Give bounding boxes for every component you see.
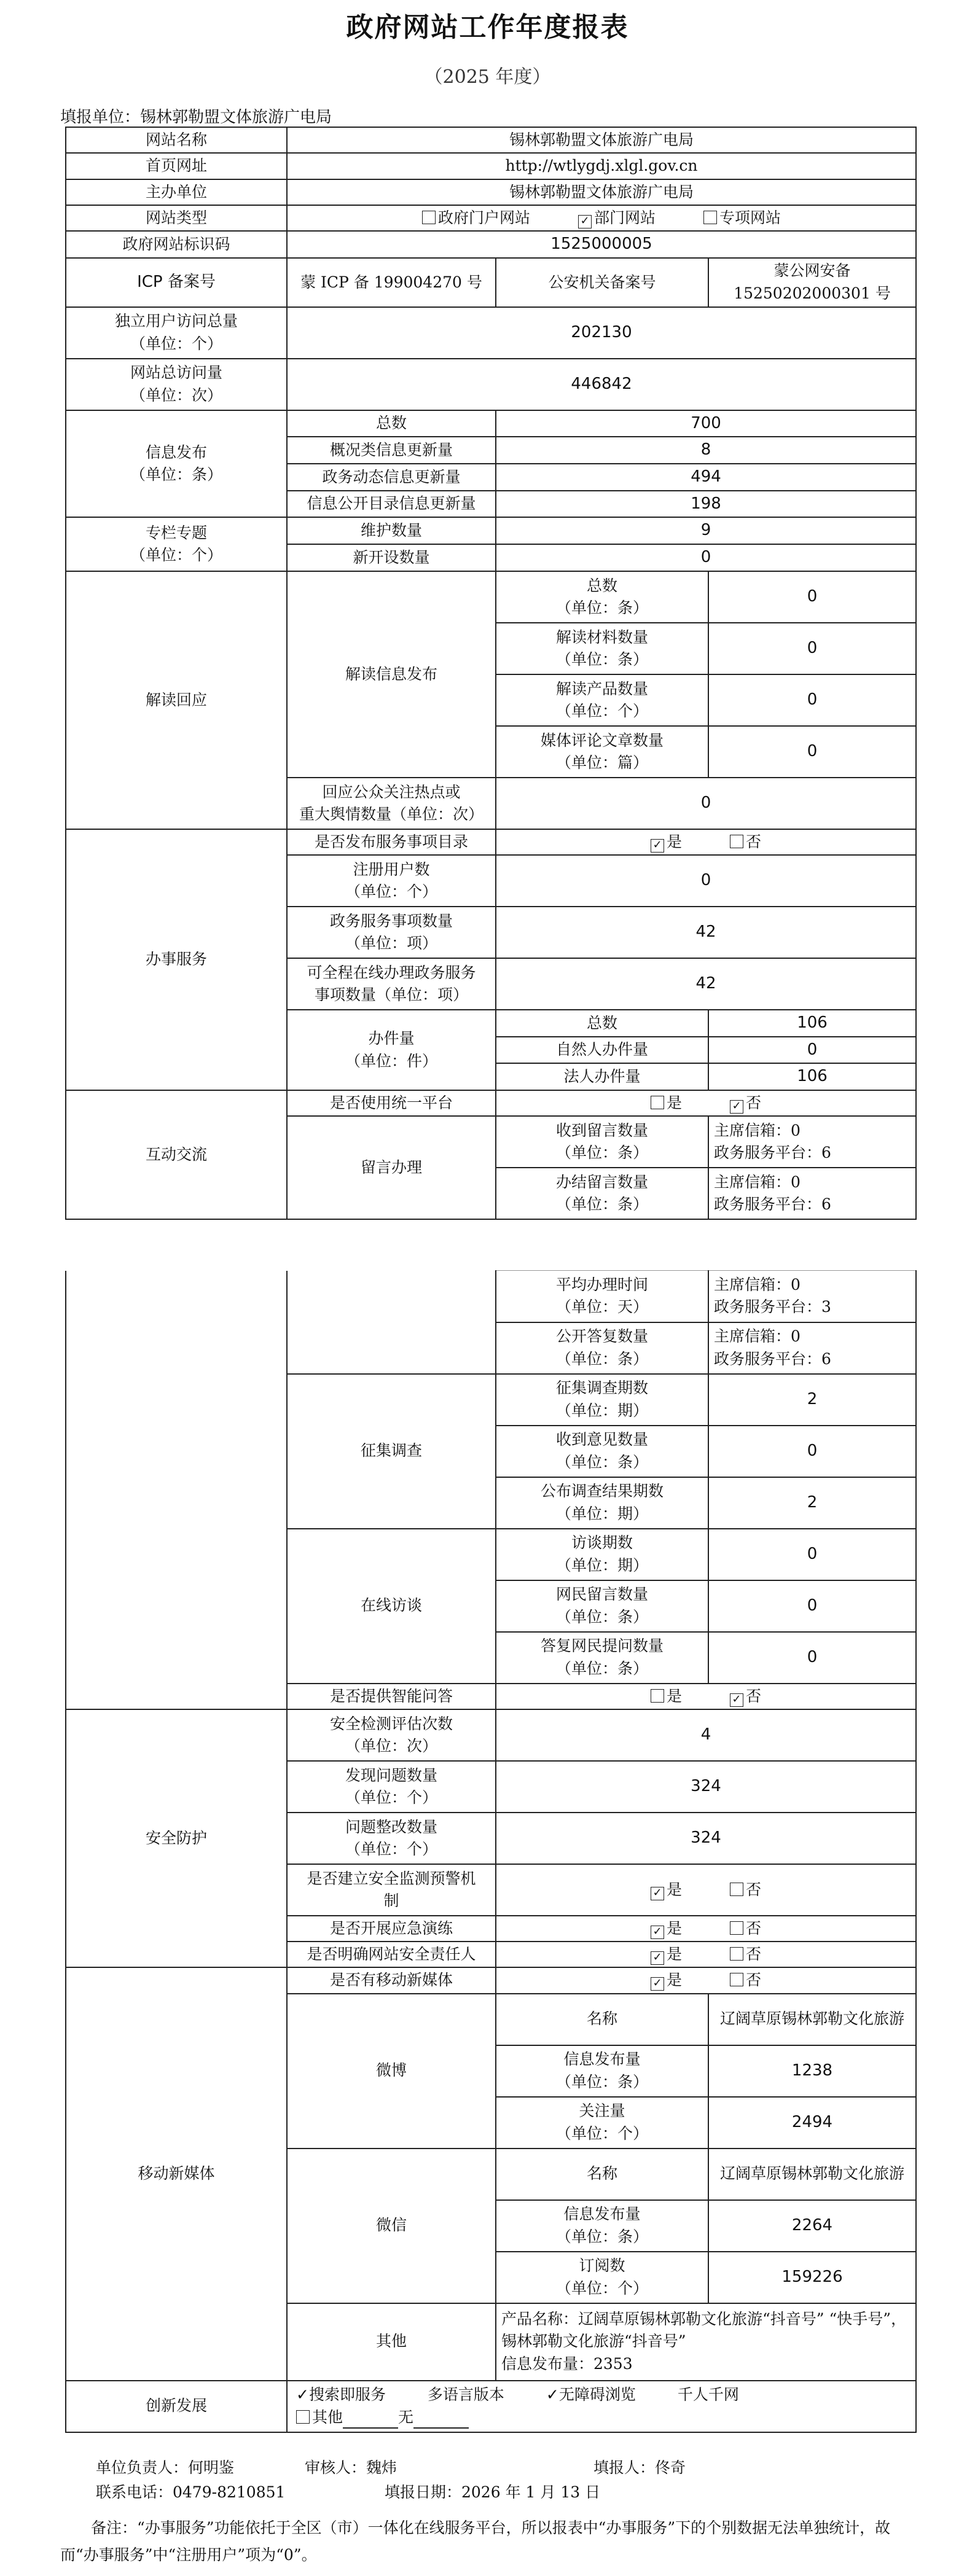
interpret-media: 0 (708, 726, 916, 778)
uv-label: 独立用户访问总量 (114, 312, 238, 330)
footer-reviewer: 审核人：魏炜 (305, 2459, 397, 2476)
column-label-cell (66, 517, 287, 571)
service-items-label-cell (287, 907, 496, 958)
drill-yes-checkbox[interactable]: ✓ (651, 1926, 664, 1939)
interact-pub-label-cell (496, 1322, 708, 1374)
service-natural-label: 自然人办件量 (496, 1037, 708, 1064)
media-yes-checkbox[interactable]: ✓ (651, 1977, 664, 1991)
host-label: 主办单位 (66, 179, 287, 205)
interpret-media-label-cell (496, 726, 708, 778)
interact-done-label: 办结留言数量 (555, 1173, 648, 1192)
interact-recv-label-cell (496, 1116, 708, 1168)
interact-done-b: 政务服务平台：6 (714, 1195, 831, 1214)
footer-signatures (96, 2456, 686, 2478)
interpret-respond-label2: 重大舆情数量（单位：次） (299, 805, 484, 823)
info-total: 700 (496, 410, 916, 437)
iv-msgs-label-cell (496, 1580, 708, 1632)
uv-label-cell (66, 307, 287, 359)
iv-periods-unit: （单位：期） (555, 1556, 648, 1574)
interact-msg-label: 留言办理 (287, 1116, 496, 1219)
wx-subs-unit: （单位：个） (555, 2279, 648, 2297)
wx-subs-label: 订阅数 (579, 2257, 625, 2275)
service-handle-label-cell (287, 1010, 496, 1090)
resp-yes-label: 是 (667, 1945, 683, 1963)
column-new: 0 (496, 544, 916, 571)
survey-opinions: 0 (708, 1426, 916, 1477)
sec-monitor-label-cell (287, 1864, 496, 1916)
interpret-total-unit: （单位：条） (555, 598, 648, 617)
innov-accessible-label: 无障碍浏览 (558, 2386, 636, 2404)
interact-avg-unit: （单位：天） (555, 1298, 648, 1316)
sec-eval-unit: （单位：次） (345, 1736, 437, 1755)
drill-no-label: 否 (745, 1919, 761, 1937)
survey-results-label-cell (496, 1477, 708, 1529)
sec-drill-label: 是否开展应急演练 (287, 1916, 496, 1942)
interact-avg-label: 平均办理时间 (555, 1276, 648, 1294)
interpret-label: 解读回应 (66, 571, 287, 829)
site-name-label: 网站名称 (66, 127, 287, 153)
info-dynamic: 494 (496, 464, 916, 491)
smart-yes-checkbox[interactable] (651, 1689, 664, 1703)
survey-periods-label: 征集调查期数 (555, 1379, 648, 1397)
survey-label: 征集调查 (287, 1374, 496, 1529)
type-options (287, 205, 916, 231)
innov-other-checkbox[interactable] (296, 2410, 310, 2424)
interact-msg-continued (287, 1271, 496, 1374)
service-items: 42 (496, 907, 916, 958)
drill-no-checkbox[interactable] (730, 1921, 743, 1935)
survey-results-label: 公布调查结果期数 (540, 1482, 664, 1501)
type-label: 网站类型 (66, 205, 287, 231)
sec-resp-options (496, 1942, 916, 1967)
interact-done-unit: （单位：条） (555, 1195, 648, 1214)
footer-contact (96, 2480, 600, 2502)
interpret-respond-label-cell (287, 778, 496, 829)
pv-unit: （单位：次） (130, 386, 222, 404)
media-no-label: 否 (745, 1971, 761, 1989)
info-open: 198 (496, 491, 916, 518)
pv-value: 446842 (287, 359, 916, 410)
interact-recv-label: 收到留言数量 (555, 1122, 648, 1140)
sec-drill-options (496, 1916, 916, 1942)
interpret-material-label: 解读材料数量 (555, 628, 648, 646)
smart-no-checkbox[interactable]: ✓ (730, 1693, 743, 1707)
catalog-yes-label: 是 (667, 832, 683, 851)
sec-found-unit: （单位：个） (345, 1788, 437, 1806)
resp-no-checkbox[interactable] (730, 1947, 743, 1961)
innov-other-blank-right (413, 2415, 469, 2429)
info-label-cell (66, 410, 287, 518)
wb-posts: 1238 (708, 2045, 916, 2097)
sec-fixed-label-cell (287, 1813, 496, 1864)
interact-avg-b: 政务服务平台：3 (714, 1298, 831, 1316)
interpret-product-label-cell (496, 674, 708, 726)
catalog-no-checkbox[interactable] (730, 835, 743, 848)
resp-yes-checkbox[interactable]: ✓ (651, 1951, 664, 1965)
report-table-part2 (65, 1270, 917, 2433)
sec-eval: 4 (496, 1709, 916, 1761)
wb-posts-label-cell (496, 2045, 708, 2097)
iv-msgs-unit: （单位：条） (555, 1607, 648, 1626)
survey-opinions-label-cell (496, 1426, 708, 1477)
interpret-media-unit: （单位：篇） (555, 753, 648, 771)
interpret-media-label: 媒体评论文章数量 (540, 731, 664, 749)
service-handle-total-label: 总数 (496, 1010, 708, 1037)
sec-found: 324 (496, 1761, 916, 1813)
interpret-total: 0 (708, 571, 916, 623)
sec-fixed-label: 问题整改数量 (345, 1817, 437, 1836)
interact-recv-unit: （单位：条） (555, 1144, 648, 1162)
service-legal-label: 法人办件量 (496, 1063, 708, 1090)
icp-value: 蒙 ICP 备 199004270 号 (287, 258, 496, 307)
interpret-product-label: 解读产品数量 (555, 679, 648, 698)
innovation-label: 创新发展 (66, 2381, 287, 2432)
interpret-material-label-cell (496, 623, 708, 674)
media-label: 移动新媒体 (66, 1967, 287, 2380)
footer-note: 备注：“办事服务”功能依托于全区（市）一体化在线服务平台，所以报表中“办事服务”下的个别数据无法单独统计，故而“办事服务”中“注册用户”项为“0”。 (60, 2519, 891, 2564)
interact-done-cell (708, 1168, 916, 1219)
media-other-count: 信息发布量：2353 (501, 2354, 633, 2373)
footer-date: 填报日期：2026 年 1 月 13 日 (385, 2483, 601, 2501)
interpret-material: 0 (708, 623, 916, 674)
interact-recv-b: 政务服务平台：6 (714, 1144, 831, 1162)
survey-results-unit: （单位：期） (555, 1504, 648, 1523)
media-other-cell (496, 2303, 916, 2381)
interact-done-a: 主席信箱：0 (714, 1173, 801, 1192)
iv-msgs: 0 (708, 1580, 916, 1632)
platform-no-checkbox[interactable]: ✓ (730, 1100, 743, 1114)
info-unit: （单位：条） (130, 466, 222, 484)
wx-posts-unit: （单位：条） (555, 2227, 648, 2246)
type-portal-label: 政府门户网站 (438, 208, 531, 227)
media-other-text: 产品名称：辽阔草原锡林郭勒文化旅游“抖音号” “快手号”，锡林郭勒文化旅游“抖音号” (501, 2310, 907, 2351)
column-label: 专栏专题 (145, 523, 207, 542)
service-label: 办事服务 (66, 829, 287, 1090)
media-yes-label: 是 (667, 1971, 683, 1989)
icp-label: ICP 备案号 (66, 258, 287, 307)
fill-unit: 填报单位：锡林郭勒盟文体旅游广电局 (60, 108, 332, 127)
uv-value: 202130 (287, 307, 916, 359)
innov-search-label: 搜索即服务 (308, 2386, 386, 2404)
interact-pub-b: 政务服务平台：6 (714, 1349, 831, 1368)
wb-fans-label-cell (496, 2097, 708, 2149)
info-open-label: 信息公开目录信息更新量 (287, 491, 496, 518)
pv-label-cell (66, 359, 287, 410)
wb-fans-unit: （单位：个） (555, 2124, 648, 2142)
service-items-label: 政务服务事项数量 (329, 911, 453, 930)
media-other-label: 其他 (287, 2303, 496, 2381)
innov-personal-label: 千人千网 (677, 2386, 739, 2404)
service-natural: 0 (708, 1037, 916, 1064)
site-name-value: 锡林郭勒盟文体旅游广电局 (287, 127, 916, 153)
service-online-label2: 事项数量（单位：项） (314, 986, 468, 1004)
resp-no-label: 否 (745, 1945, 761, 1963)
footer-filler: 填报人：佟奇 (593, 2459, 686, 2476)
smart-yes-label: 是 (667, 1687, 683, 1705)
interact-pub-cell (708, 1322, 916, 1374)
innovation-options (287, 2381, 916, 2432)
interact-pub-unit: （单位：条） (555, 1349, 648, 1368)
wb-name: 辽阔草原锡林郭勒文化旅游 (708, 1994, 916, 2045)
platform-yes-label: 是 (667, 1094, 683, 1112)
service-online-label: 可全程在线办理政务服务 (307, 963, 476, 982)
sec-fixed: 324 (496, 1813, 916, 1864)
interpret-product: 0 (708, 674, 916, 726)
service-catalog-options (496, 829, 916, 855)
sec-monitor-label: 是否建立安全监测预警机 (307, 1869, 476, 1887)
security-label: 安全防护 (66, 1709, 287, 1968)
smart-no-label: 否 (745, 1687, 761, 1705)
report-year: （2025 年度） (424, 66, 551, 88)
uv-unit: （单位：个） (130, 334, 222, 353)
service-handle-unit: （单位：件） (345, 1052, 437, 1070)
wechat-label: 微信 (287, 2149, 496, 2303)
interpret-sub-label: 解读信息发布 (287, 571, 496, 778)
wx-name-label: 名称 (496, 2149, 708, 2200)
media-has-options (496, 1967, 916, 1993)
innov-multilang-label: 多语言版本 (427, 2386, 504, 2404)
smart-label: 是否提供智能问答 (287, 1684, 496, 1709)
monitor-yes-checkbox[interactable]: ✓ (651, 1887, 664, 1900)
interact-pub-a: 主席信箱：0 (714, 1327, 801, 1346)
interact-platform-options (496, 1090, 916, 1116)
service-items-unit: （单位：项） (345, 934, 437, 953)
monitor-no-checkbox[interactable] (730, 1883, 743, 1896)
interact-avg-cell (708, 1271, 916, 1322)
wb-fans: 2494 (708, 2097, 916, 2149)
host-value: 锡林郭勒盟文体旅游广电局 (287, 179, 916, 205)
innov-accessible-check-icon: ✓ (546, 2386, 559, 2404)
type-dept-checkbox[interactable]: ✓ (578, 215, 592, 228)
wb-fans-label: 关注量 (579, 2102, 625, 2120)
interact-pub-label: 公开答复数量 (555, 1327, 648, 1346)
interact-platform-label: 是否使用统一平台 (287, 1090, 496, 1116)
interview-label: 在线访谈 (287, 1529, 496, 1684)
interact-recv-a: 主席信箱：0 (714, 1122, 801, 1140)
interact-avg-a: 主席信箱：0 (714, 1276, 801, 1294)
innov-other-value: 无 (398, 2408, 414, 2426)
interpret-respond-label: 回应公众关注热点或 (322, 783, 461, 801)
footer-leader: 单位负责人：何明鉴 (96, 2459, 235, 2476)
catalog-no-label: 否 (745, 832, 761, 851)
service-legal: 106 (708, 1063, 916, 1090)
service-online-label-cell (287, 958, 496, 1010)
column-maintain: 9 (496, 517, 916, 544)
survey-periods-unit: （单位：期） (555, 1401, 648, 1419)
type-portal-checkbox[interactable] (422, 211, 436, 224)
wb-name-label: 名称 (496, 1994, 708, 2045)
column-maintain-label: 维护数量 (287, 517, 496, 544)
report-table-part1 (65, 127, 917, 1220)
interpret-material-unit: （单位：条） (555, 650, 648, 668)
interpret-total-label: 总数 (586, 576, 617, 595)
sec-found-label: 发现问题数量 (345, 1766, 437, 1784)
sec-eval-label-cell (287, 1709, 496, 1761)
survey-opinions-label: 收到意见数量 (555, 1430, 648, 1449)
survey-periods-label-cell (496, 1374, 708, 1426)
innov-personal[interactable] (678, 2384, 739, 2406)
wx-posts: 2264 (708, 2200, 916, 2252)
innov-other-blank-left (343, 2415, 398, 2429)
service-users-unit: （单位：个） (345, 883, 437, 901)
info-dynamic-label: 政务动态信息更新量 (287, 464, 496, 491)
service-users: 0 (496, 855, 916, 907)
iv-periods-label-cell (496, 1529, 708, 1580)
catalog-yes-checkbox[interactable]: ✓ (651, 839, 664, 853)
platform-yes-checkbox[interactable] (651, 1096, 664, 1109)
code-value: 1525000005 (287, 231, 916, 258)
wx-subs: 159226 (708, 2252, 916, 2303)
sec-fixed-unit: （单位：个） (345, 1840, 437, 1858)
interpret-product-unit: （单位：个） (555, 701, 648, 720)
iv-answers-label: 答复网民提问数量 (540, 1637, 664, 1655)
info-overview-label: 概况类信息更新量 (287, 437, 496, 464)
interpret-total-label-cell (496, 571, 708, 623)
survey-periods: 2 (708, 1374, 916, 1426)
police-value: 蒙公网安备 15250202000301 号 (708, 258, 916, 307)
type-dept-label: 部门网站 (594, 208, 656, 227)
interact-done-label-cell (496, 1168, 708, 1219)
wb-posts-label: 信息发布量 (563, 2050, 641, 2069)
code-label: 政府网站标识码 (66, 231, 287, 258)
interact-label: 互动交流 (66, 1090, 287, 1219)
home-label: 首页网址 (66, 153, 287, 179)
monitor-no-label: 否 (745, 1880, 761, 1899)
iv-msgs-label: 网民留言数量 (555, 1585, 648, 1604)
platform-no-label: 否 (745, 1094, 761, 1112)
sec-monitor-label2: 制 (383, 1891, 399, 1910)
media-no-checkbox[interactable] (730, 1973, 743, 1986)
wx-posts-label: 信息发布量 (563, 2205, 641, 2223)
interact-continued (66, 1271, 287, 1709)
innov-search[interactable] (296, 2384, 386, 2406)
wx-posts-label-cell (496, 2200, 708, 2252)
drill-yes-label: 是 (667, 1919, 683, 1937)
info-label: 信息发布 (145, 443, 207, 461)
sec-resp-label: 是否明确网站安全责任人 (287, 1942, 496, 1967)
iv-periods-label: 访谈期数 (571, 1534, 633, 1552)
sec-monitor-options (496, 1864, 916, 1916)
info-overview: 8 (496, 437, 916, 464)
info-total-label: 总数 (287, 410, 496, 437)
sec-eval-label: 安全检测评估次数 (329, 1714, 453, 1733)
type-special-checkbox[interactable] (703, 211, 717, 224)
column-new-label: 新开设数量 (287, 544, 496, 571)
report-title: 政府网站工作年度报表 (346, 12, 629, 43)
interact-recv-cell (708, 1116, 916, 1168)
service-handle-total: 106 (708, 1010, 916, 1037)
media-has-label: 是否有移动新媒体 (287, 1967, 496, 1993)
wx-subs-label-cell (496, 2252, 708, 2303)
innov-search-check-icon: ✓ (296, 2386, 309, 2404)
monitor-yes-label: 是 (667, 1880, 683, 1899)
survey-results: 2 (708, 1477, 916, 1529)
sec-found-label-cell (287, 1761, 496, 1813)
smart-options (496, 1684, 916, 1709)
service-users-label-cell (287, 855, 496, 907)
weibo-label: 微博 (287, 1994, 496, 2149)
footer-phone: 联系电话：0479-8210851 (96, 2483, 286, 2501)
iv-answers-label-cell (496, 1632, 708, 1684)
type-special-label: 专项网站 (719, 208, 781, 227)
iv-answers-unit: （单位：条） (555, 1659, 648, 1677)
survey-opinions-unit: （单位：条） (555, 1453, 648, 1471)
iv-answers: 0 (708, 1632, 916, 1684)
home-url[interactable]: http://wtlygdj.xlgl.gov.cn (287, 153, 916, 179)
innov-accessible[interactable] (546, 2384, 636, 2406)
service-online: 42 (496, 958, 916, 1010)
police-label: 公安机关备案号 (496, 258, 708, 307)
wx-name: 辽阔草原锡林郭勒文化旅游 (708, 2149, 916, 2200)
service-catalog-label: 是否发布服务事项目录 (287, 829, 496, 855)
iv-periods: 0 (708, 1529, 916, 1580)
interact-avg-label-cell (496, 1271, 708, 1322)
service-handle-label: 办件量 (368, 1029, 415, 1048)
wb-posts-unit: （单位：条） (555, 2072, 648, 2091)
interpret-respond: 0 (496, 778, 916, 829)
pv-label: 网站总访问量 (130, 364, 222, 382)
innov-multilang[interactable] (428, 2384, 504, 2406)
service-users-label: 注册用户数 (353, 860, 430, 878)
innov-other-label: 其他 (312, 2408, 343, 2426)
column-unit: （单位：个） (130, 546, 222, 564)
